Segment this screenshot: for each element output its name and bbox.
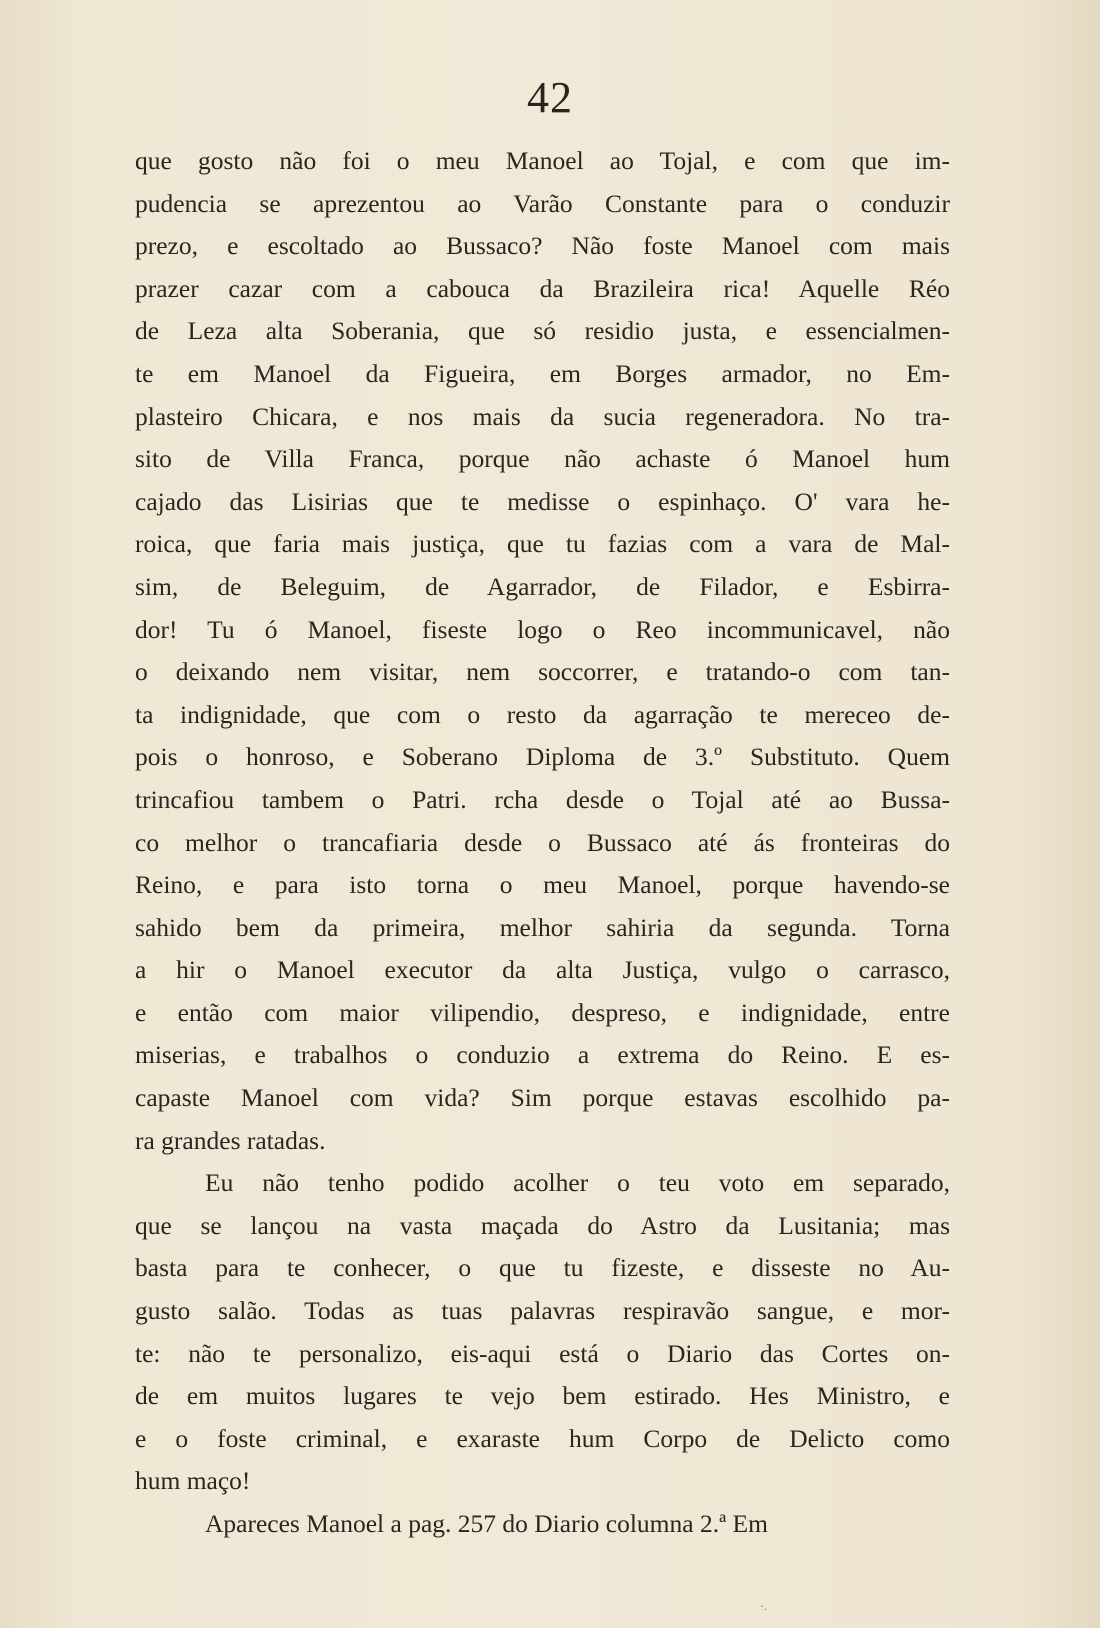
text-line: e então com maior vilipendio, despreso, e indignidade, entre xyxy=(135,997,950,1027)
text-line: a hir o Manoel executor da alta Justiça, vulgo o carrasco, xyxy=(135,955,950,985)
text-line: sim, de Beleguim, de Agarrador, de Filador, e Esbirra- xyxy=(135,571,950,601)
text-line: que gosto não foi o meu Manoel ao Tojal, e com que im- xyxy=(135,146,950,175)
text-line: pudencia se aprezentou ao Varão Constante para o conduzir xyxy=(135,188,950,218)
text-line: pois o honroso, e Soberano Diploma de 3.º Substituto. Quem xyxy=(135,742,950,772)
text-line: Apareces Manoel a pag. 257 do Diario columna 2.ª Em xyxy=(205,1509,768,1538)
text-line: e o foste criminal, e exaraste hum Corpo de Delicto como xyxy=(135,1423,950,1453)
text-line: de Leza alta Soberania, que só residio justa, e essencialmen- xyxy=(135,316,950,346)
text-line: que se lançou na vasta maçada do Astro da Lusitania; mas xyxy=(135,1210,950,1240)
text-line: dor! Tu ó Manoel, fiseste logo o Reo incommunicavel, não xyxy=(135,614,950,644)
text-line: o deixando nem visitar, nem soccorrer, e tratando-o com tan- xyxy=(135,657,950,687)
text-line: sahido bem da primeira, melhor sahiria da segunda. Torna xyxy=(135,912,950,942)
text-line: co melhor o trancafiaria desde o Bussaco até ás fronteiras do xyxy=(135,827,950,857)
text-line: trincafiou tambem o Patri. rcha desde o Tojal até ao Bussa- xyxy=(135,784,950,814)
text-line: prazer cazar com a cabouca da Brazileira rica! Aquelle Réo xyxy=(135,273,950,303)
text-line: basta para te conhecer, o que tu fizeste, e disseste no Au- xyxy=(135,1253,950,1283)
text-line: plasteiro Chicara, e nos mais da sucia regeneradora. No tra- xyxy=(135,401,950,431)
page-number: 42 xyxy=(527,73,573,122)
text-line: miserias, e trabalhos o conduzio a extrema do Reino. E es- xyxy=(135,1040,950,1070)
text-line: te em Manoel da Figueira, em Borges armador, no Em- xyxy=(135,358,950,388)
text-line: te: não te personalizo, eis-aqui está o Diario das Cortes on- xyxy=(135,1338,950,1368)
text-line: ta indignidade, que com o resto da agarração te mereceo de- xyxy=(135,699,950,729)
text-line: prezo, e escoltado ao Bussaco? Não foste Manoel com mais xyxy=(135,231,950,261)
body-text xyxy=(135,140,950,1546)
text-line: sito de Villa Franca, porque não achaste ó Manoel hum xyxy=(135,444,950,474)
text-line: cajado das Lisirias que te medisse o espinhaço. O' vara he- xyxy=(135,486,950,516)
text-line: hum maço! xyxy=(135,1466,251,1496)
text-line: gusto salão. Todas as tuas palavras respiravão sangue, e mor- xyxy=(135,1296,950,1326)
text-line: Eu não tenho podido acolher o teu voto em separado, xyxy=(205,1168,950,1198)
text-line: Reino, e para isto torna o meu Manoel, porque havendo-se xyxy=(135,870,950,900)
text-line: capaste Manoel com vida? Sim porque estavas escolhido pa- xyxy=(135,1083,950,1113)
text-line: ra grandes ratadas. xyxy=(135,1125,326,1155)
text-line: de em muitos lugares te vejo bem estirado. Hes Ministro, e xyxy=(135,1381,950,1411)
footer-mark: ·. xyxy=(760,1599,767,1613)
text-line: roica, que faria mais justiça, que tu fazias com a vara de Mal- xyxy=(135,529,950,559)
